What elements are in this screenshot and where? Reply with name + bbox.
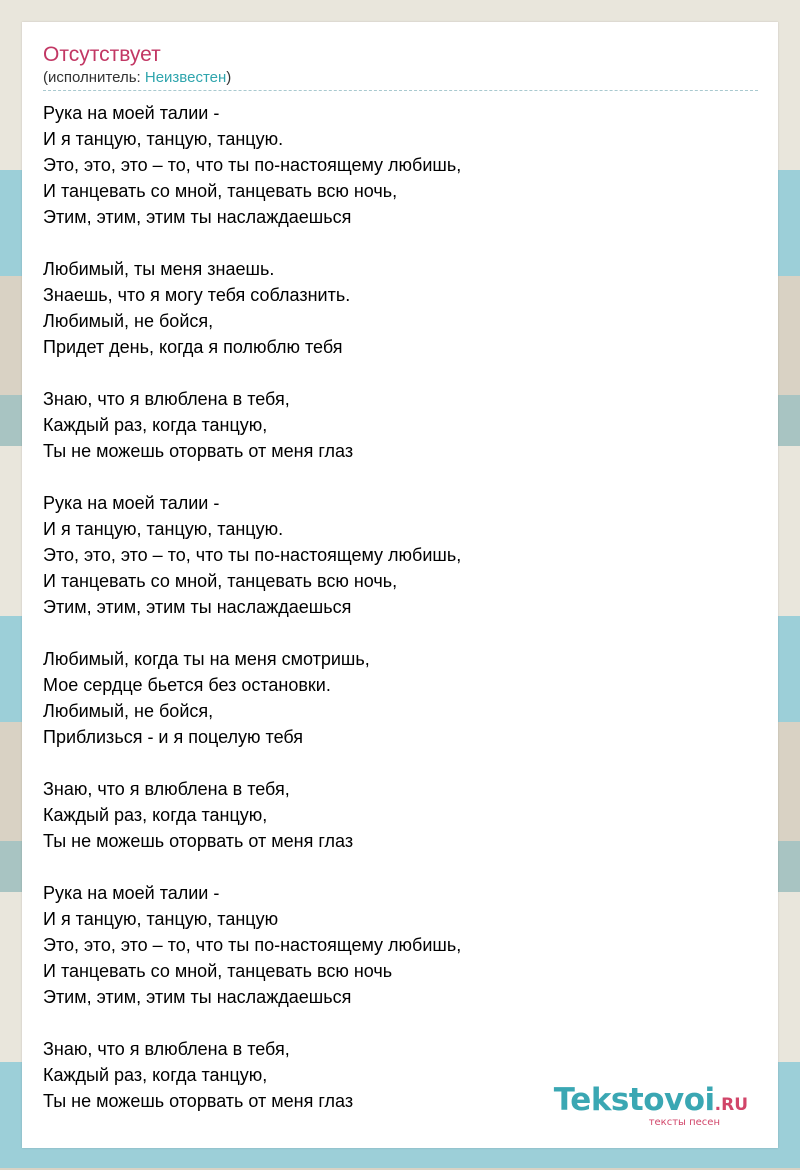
lyrics-body bbox=[43, 100, 778, 1114]
lyric-line: Любимый, не бойся, bbox=[43, 701, 214, 721]
artist-prefix: (исполнитель: bbox=[43, 69, 145, 86]
logo-wordmark bbox=[554, 1084, 748, 1121]
lyric-line: И танцевать со мной, танцевать всю ночь, bbox=[43, 571, 398, 591]
stanza bbox=[43, 776, 778, 854]
lyric-line: Приблизься - и я поцелую тебя bbox=[43, 727, 304, 747]
lyric-line: Это, это, это – то, что ты по-настоящему любишь, bbox=[43, 545, 462, 565]
lyric-line: Рука на моей талии - bbox=[43, 493, 220, 513]
lyric-line: Каждый раз, когда танцую, bbox=[43, 1065, 268, 1085]
lyric-line: И танцевать со мной, танцевать всю ночь bbox=[43, 961, 393, 981]
stanza bbox=[43, 100, 778, 230]
lyric-line: Это, это, это – то, что ты по-настоящему любишь, bbox=[43, 155, 462, 175]
lyric-line: Ты не можешь оторвать от меня глаз bbox=[43, 1091, 354, 1111]
artist-link[interactable]: Неизвестен bbox=[144, 69, 227, 86]
lyric-line: Знаю, что я влюблена в тебя, bbox=[43, 389, 290, 409]
site-logo[interactable] bbox=[554, 1084, 748, 1128]
lyric-line: И я танцую, танцую, танцую. bbox=[43, 129, 284, 149]
lyric-line: И танцевать со мной, танцевать всю ночь, bbox=[43, 181, 398, 201]
lyric-line: Любимый, ты меня знаешь. bbox=[43, 259, 275, 279]
lyric-line: Рука на моей талии - bbox=[43, 883, 220, 903]
lyric-line: Любимый, когда ты на меня смотришь, bbox=[43, 649, 370, 669]
artist-line bbox=[43, 68, 778, 88]
lyric-line: Ты не можешь оторвать от меня глаз bbox=[43, 441, 354, 461]
stanza bbox=[43, 880, 778, 1010]
lyric-line: Знаю, что я влюблена в тебя, bbox=[43, 1039, 290, 1059]
artist-suffix: ) bbox=[226, 69, 232, 86]
lyric-line: Мое сердце бьется без остановки. bbox=[43, 675, 331, 695]
lyric-line: И я танцую, танцую, танцую. bbox=[43, 519, 284, 539]
lyric-line: Этим, этим, этим ты наслаждаешься bbox=[43, 597, 352, 617]
lyric-line: Каждый раз, когда танцую, bbox=[43, 415, 268, 435]
logo-name: Tekstovoi bbox=[553, 1082, 715, 1118]
lyric-line: Любимый, не бойся, bbox=[43, 311, 214, 331]
lyric-line: Знаешь, что я могу тебя соблазнить. bbox=[43, 285, 351, 305]
stanza bbox=[43, 490, 778, 620]
logo-tagline: тексты песен bbox=[648, 1117, 720, 1128]
song-title: Отсутствует bbox=[43, 43, 161, 66]
lyric-line: Придет день, когда я полюблю тебя bbox=[43, 337, 343, 357]
lyric-line: И я танцую, танцую, танцую bbox=[43, 909, 279, 929]
lyric-line: Это, это, это – то, что ты по-настоящему любишь, bbox=[43, 935, 462, 955]
stanza bbox=[43, 386, 778, 464]
lyric-line: Знаю, что я влюблена в тебя, bbox=[43, 779, 290, 799]
lyric-line: Каждый раз, когда танцую, bbox=[43, 805, 268, 825]
lyric-line: Рука на моей талии - bbox=[43, 103, 220, 123]
lyric-line: Этим, этим, этим ты наслаждаешься bbox=[43, 207, 352, 227]
stanza bbox=[43, 646, 778, 750]
lyrics-card bbox=[22, 22, 778, 1148]
stanza bbox=[43, 256, 778, 360]
title-divider bbox=[43, 90, 758, 91]
logo-tld: .RU bbox=[714, 1095, 748, 1115]
lyric-line: Этим, этим, этим ты наслаждаешься bbox=[43, 987, 352, 1007]
lyric-line: Ты не можешь оторвать от меня глаз bbox=[43, 831, 354, 851]
